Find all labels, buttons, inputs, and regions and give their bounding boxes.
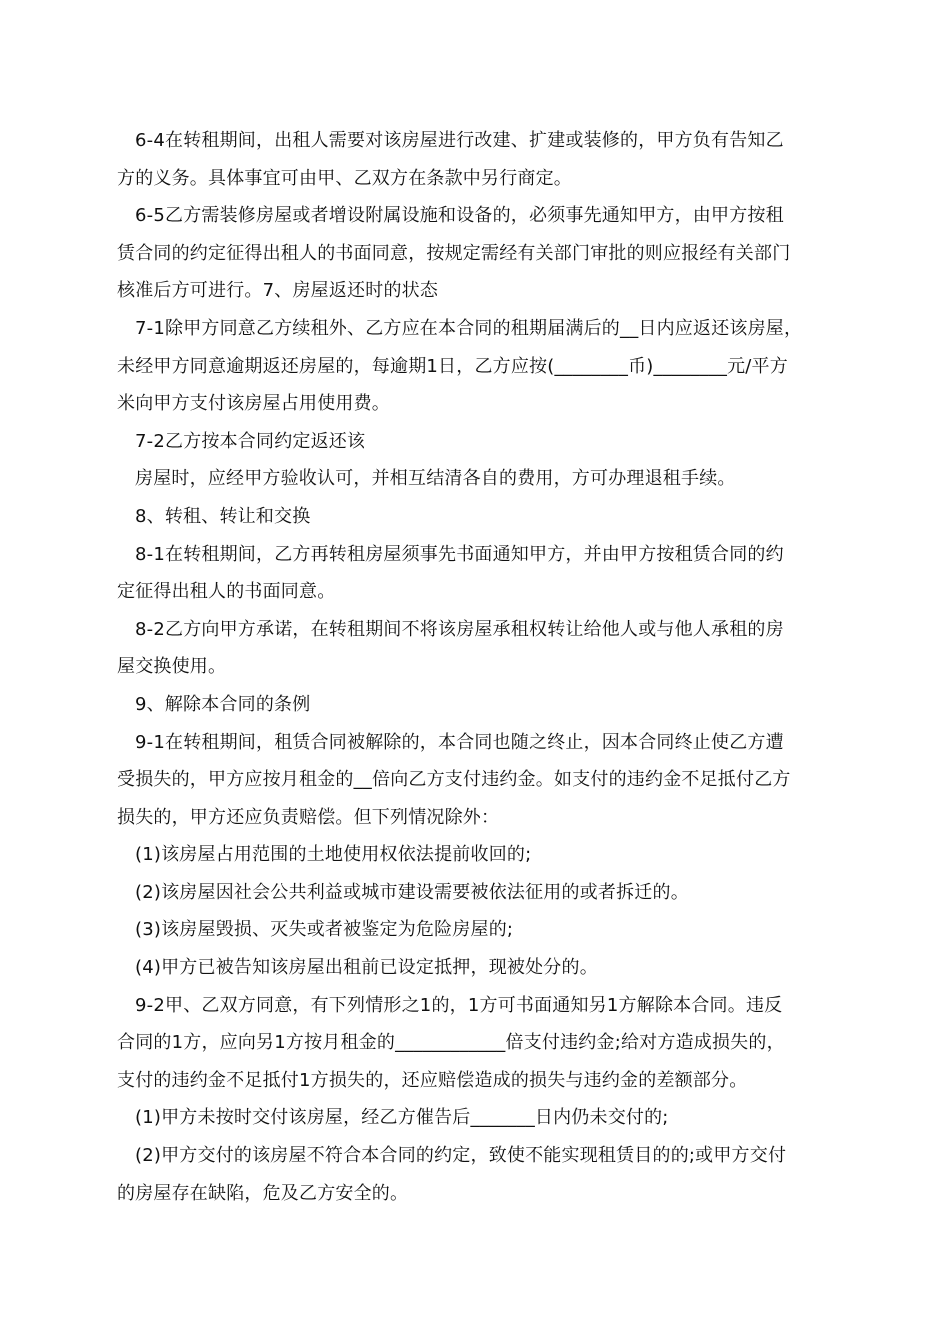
text-line: 8、转租、转让和交换: [135, 505, 311, 527]
text-line: (2)甲方交付的该房屋不符合本合同的约定，致使不能实现租赁目的的;或甲方交付: [135, 1145, 787, 1167]
text-line: 赁合同的约定征得出租人的书面同意，按规定需经有关部门审批的则应报经有关部门: [117, 242, 791, 264]
text-line: 6-5乙方需装修房屋或者增设附属设施和设备的，必须事先通知甲方，由甲方按租: [135, 205, 784, 227]
text-line: 8-1在转租期间，乙方再转租房屋须事先书面通知甲方，并由甲方按租赁合同的约: [135, 543, 784, 565]
text-line: (2)该房屋因社会公共利益或城市建设需要被依法征用的或者拆迁的。: [135, 881, 689, 903]
text-line: 受损失的，甲方应按月租金的__倍向乙方支付违约金。如支付的违约金不足抵付乙方: [117, 769, 791, 791]
text-line: (4)甲方已被告知该房屋出租前已设定抵押，现被处分的。: [135, 957, 598, 979]
text-line: 7-1除甲方同意乙方续租外、乙方应在本合同的租期届满后的__日内应返还该房屋，: [135, 317, 803, 339]
text-line: 房屋时，应经甲方验收认可，并相互结清各自的费用，方可办理退租手续。: [135, 468, 736, 490]
text-line: 定征得出租人的书面同意。: [117, 581, 336, 603]
text-line: (1)甲方未按时交付该房屋，经乙方催告后_______日内仍未交付的;: [135, 1107, 669, 1129]
text-line: 方的义务。具体事宜可由甲、乙双方在条款中另行商定。: [117, 167, 572, 189]
text-line: 支付的违约金不足抵付1方损失的，还应赔偿造成的损失与违约金的差额部分。: [117, 1069, 748, 1091]
text-line: 米向甲方支付该房屋占用使用费。: [117, 393, 390, 415]
text-line: (3)该房屋毁损、灭失或者被鉴定为危险房屋的;: [135, 919, 514, 941]
text-line: 屋交换使用。: [117, 656, 227, 678]
text-line: 损失的，甲方还应负责赔偿。但下列情况除外：: [117, 806, 500, 828]
text-line: 9-2甲、乙双方同意，有下列情形之1的，1方可书面通知另1方解除本合同。违反: [135, 994, 783, 1016]
text-line: 合同的1方，应向另1方按月租金的____________倍支付违约金;给对方造成损失的，: [117, 1032, 785, 1054]
text-line: 9、解除本合同的条例: [135, 693, 311, 715]
text-line: 8-2乙方向甲方承诺，在转租期间不将该房屋承租权转让给他人或与他人承租的房: [135, 618, 784, 640]
text-line: 核准后方可进行。7、房屋返还时的状态: [117, 280, 439, 302]
text-line: 未经甲方同意逾期返还房屋的，每逾期1日，乙方应按(________币)________元/平方: [117, 355, 788, 377]
text-line: 6-4在转租期间，出租人需要对该房屋进行改建、扩建或装修的，甲方负有告知乙: [135, 130, 784, 151]
text-line: 的房屋存在缺陷，危及乙方安全的。: [117, 1182, 409, 1204]
text-line: (1)该房屋占用范围的土地使用权依法提前收回的;: [135, 844, 532, 866]
text-line: 9-1在转租期间，租赁合同被解除的，本合同也随之终止，因本合同终止使乙方遭: [135, 731, 784, 753]
document-body: [117, 122, 837, 1212]
text-line: 7-2乙方按本合同约定返还该: [135, 430, 366, 452]
